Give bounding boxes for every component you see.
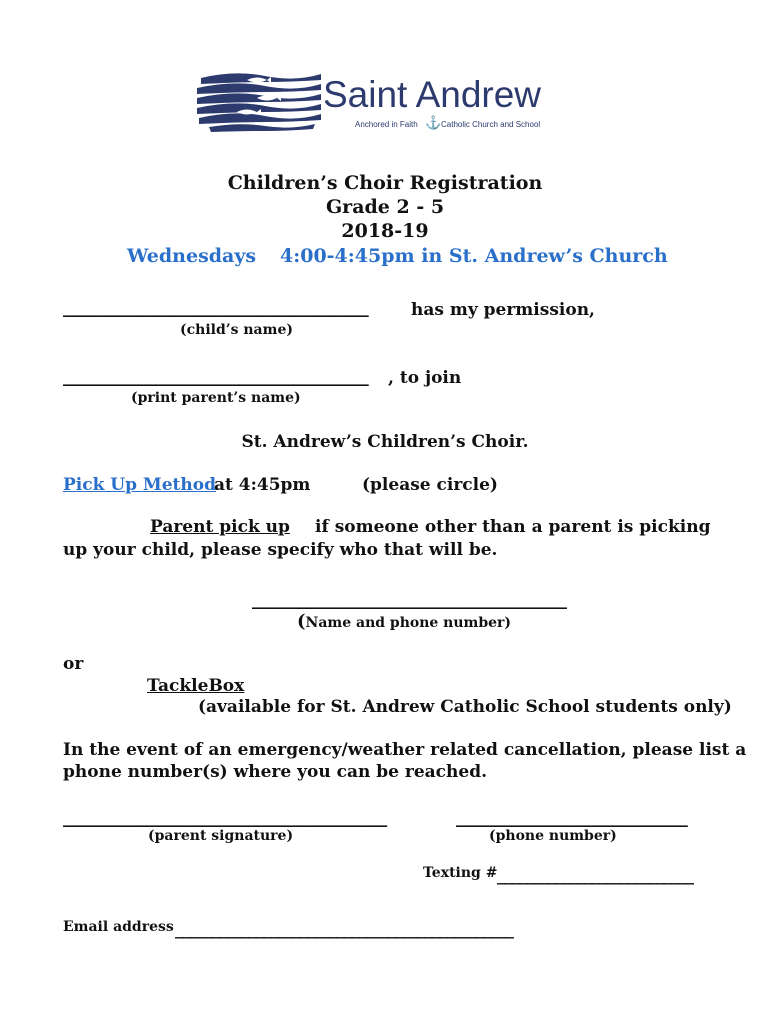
grade-range: Grade 2 - 5 [325, 196, 445, 218]
schedule-day: Wednesdays [127, 245, 257, 267]
email-line[interactable]: ______________________________________________ [175, 921, 513, 939]
school-year: 2018-19 [341, 220, 429, 242]
or-text: or [63, 654, 84, 674]
logo-tagline-left: Anchored in Faith [355, 120, 418, 129]
please-circle-text: (please circle) [362, 475, 498, 495]
child-name-caption: (child’s name) [180, 322, 293, 338]
parent-pickup-option[interactable]: Parent pick up [150, 517, 290, 537]
tacklebox-note: (available for St. Andrew Catholic School students only) [198, 697, 732, 717]
to-join-text: , to join [388, 368, 462, 388]
parent-name-line[interactable]: _________________________________ [63, 367, 368, 387]
phone-caption: (phone number) [489, 828, 617, 844]
pickup-contact-caption-text: Name and phone number) [305, 615, 512, 631]
pick-up-time: at 4:45pm [214, 475, 311, 495]
logo-tagline-right: Catholic Church and School [441, 120, 541, 129]
page-title: Children’s Choir Registration [227, 172, 543, 194]
parent-pickup-note-2: up your child, please specify who that will be. [63, 540, 498, 560]
email-label: Email address [63, 919, 174, 935]
tacklebox-option[interactable]: TackleBox [147, 676, 245, 696]
logo-waves-icon [195, 68, 325, 134]
schedule-time: 4:00-4:45pm in St. Andrew’s Church [280, 245, 668, 267]
emergency-text-2: phone number(s) where you can be reached. [63, 762, 488, 782]
signature-line[interactable]: ___________________________________ [63, 808, 387, 828]
logo-name: Saint Andrew [323, 74, 542, 115]
pickup-contact-line[interactable]: __________________________________ [252, 590, 566, 610]
logo [195, 68, 585, 134]
texting-line[interactable]: ___________________________ [497, 867, 693, 885]
pick-up-method-link[interactable]: Pick Up Method [63, 475, 216, 495]
permission-text: has my permission, [411, 300, 595, 320]
signature-caption: (parent signature) [148, 828, 294, 844]
anchor-icon: ⚓ [425, 116, 442, 131]
emergency-text: In the event of an emergency/weather related cancellation, please list a [63, 740, 747, 760]
parent-pickup-note: if someone other than a parent is picking [315, 517, 711, 537]
parent-name-caption: (print parent’s name) [131, 390, 301, 406]
child-name-line[interactable]: _________________________________ [63, 298, 368, 318]
choir-name: St. Andrew’s Children’s Choir. [241, 432, 529, 452]
phone-line[interactable]: _________________________ [456, 808, 687, 828]
pickup-contact-paren: ( [297, 611, 306, 632]
pickup-contact-caption [297, 611, 511, 632]
texting-label: Texting # [423, 865, 498, 881]
